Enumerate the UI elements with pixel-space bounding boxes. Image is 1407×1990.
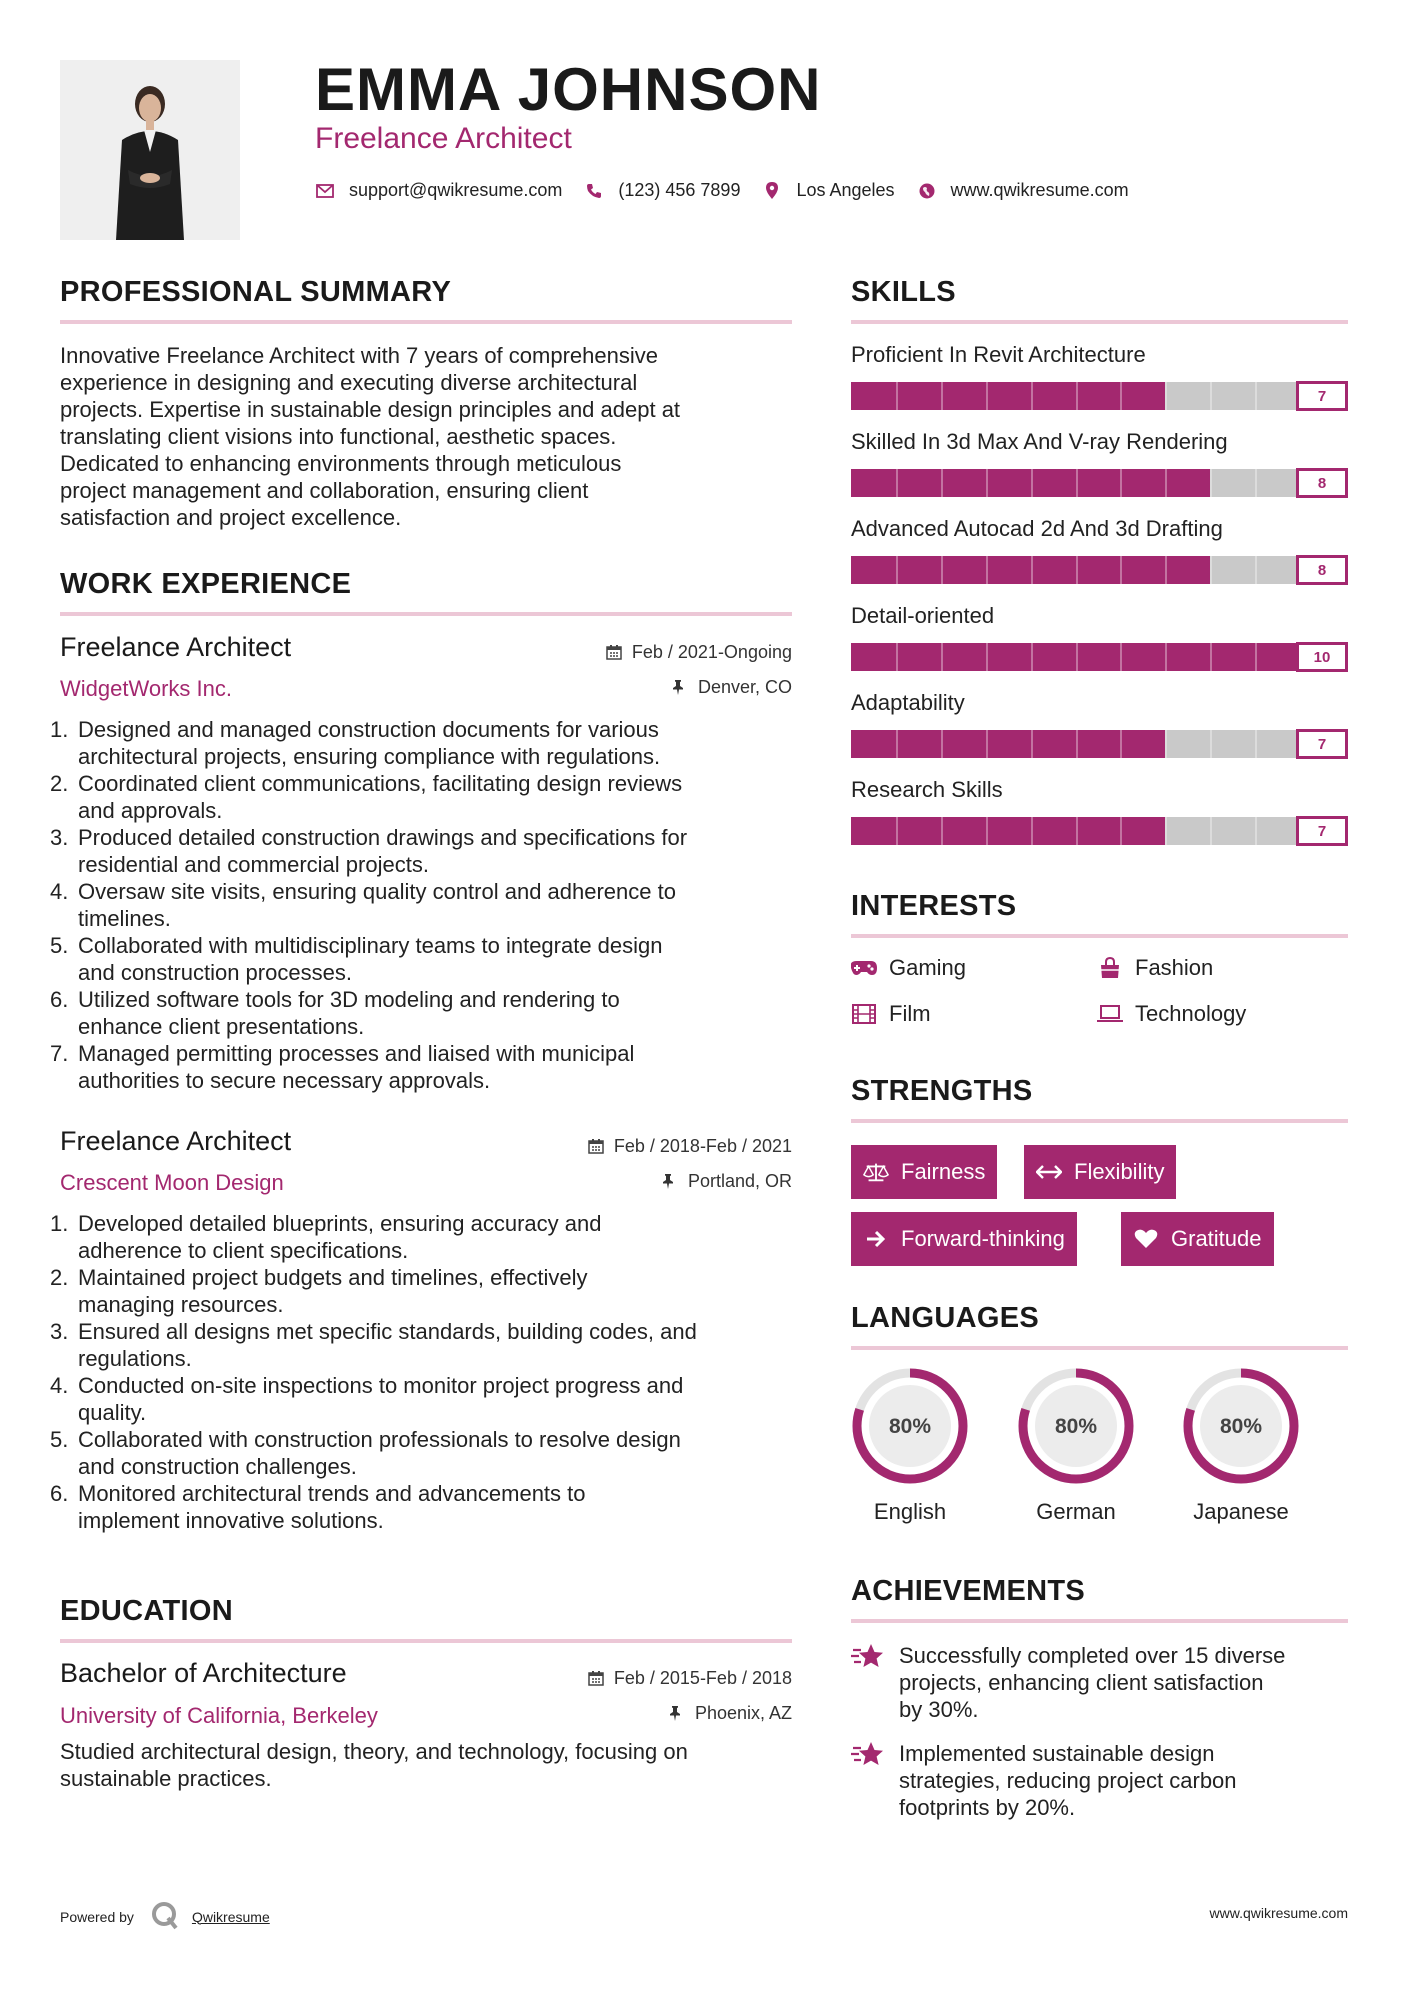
duty-item: 4. Conducted on-site inspections to monitor project progress and quality.: [50, 1373, 684, 1425]
education-description: [60, 1738, 800, 1792]
interest-label: Film: [889, 1001, 931, 1026]
language-percent: 80%: [888, 1415, 932, 1438]
interest-film: [851, 1001, 931, 1027]
skill-bar-segment: [986, 643, 988, 671]
skill-bar-segment: [1031, 382, 1033, 410]
languages-rule: [851, 1346, 1348, 1350]
skill-bar-segment: [1031, 556, 1033, 584]
skill-bar-segment: [1031, 469, 1033, 497]
contact-row: [315, 180, 1151, 201]
skill-bar-segment: [941, 643, 943, 671]
summary-line: experience in designing and executing diverse architectural: [60, 370, 638, 395]
interests-heading: INTERESTS: [851, 890, 1017, 922]
summary-rule: [60, 320, 792, 324]
skill-label: Detail-oriented: [851, 603, 995, 628]
achievements-heading: ACHIEVEMENTS: [851, 1575, 1086, 1607]
interest-gaming: [851, 955, 966, 981]
job-location: [480, 1171, 792, 1192]
interest-label: Gaming: [889, 955, 967, 980]
skill-bar-segment: [986, 730, 988, 758]
skill-level-badge: 7: [1296, 381, 1348, 411]
skill-label: Adaptability: [851, 690, 965, 715]
skill-bar-segment: [1076, 817, 1078, 845]
experience-heading: WORK EXPERIENCE: [60, 568, 352, 600]
skill-bar: [851, 382, 1300, 410]
skill-bar-segment: [896, 382, 898, 410]
skill-bar-segment: [1120, 817, 1122, 845]
skill-bar-segment: [941, 469, 943, 497]
skill-bar-segment: [1255, 382, 1257, 410]
skill-bar: [851, 469, 1300, 497]
phone-icon: [584, 181, 604, 201]
strength-tag-forward-thinking: [851, 1212, 1077, 1266]
star-trophy-icon: [851, 1740, 887, 1772]
education-heading: EDUCATION: [60, 1595, 233, 1627]
phone-text: (123) 456 7899: [618, 180, 741, 200]
footer-powered-by: [60, 1900, 270, 1933]
language-name: Japanese: [1193, 1499, 1289, 1524]
duty-item: 1. Designed and managed construction documents for various architectural projects, ensuring compliance with regulations.: [50, 717, 661, 769]
duty-item: 4. Oversaw site visits, ensuring quality control and adherence to timelines.: [50, 879, 676, 931]
summary-line: satisfaction and project excellence.: [60, 505, 402, 530]
map-marker-icon: [762, 181, 782, 201]
skill-bar-fill: [851, 382, 1165, 410]
job-dates: [480, 1136, 792, 1157]
skill-bar: [851, 643, 1300, 671]
skill-bar-segment: [1120, 382, 1122, 410]
school-name: University of California, Berkeley: [60, 1703, 378, 1728]
job-dates: [480, 642, 792, 663]
languages-heading: LANGUAGES: [851, 1302, 1039, 1334]
education-rule: [60, 1639, 792, 1643]
summary-line: projects. Expertise in sustainable design principles and adept at: [60, 397, 681, 422]
film-icon: [851, 1003, 877, 1025]
strength-tag-gratitude: [1121, 1212, 1274, 1266]
skill-bar-segment: [1255, 730, 1257, 758]
language-name: German: [1036, 1499, 1116, 1524]
skill-bar-segment: [986, 382, 988, 410]
achievement-item: [851, 1642, 1285, 1723]
skill-label: Skilled In 3d Max And V-ray Rendering: [851, 429, 1228, 454]
skill-bar-segment: [1120, 643, 1122, 671]
skill-bar-segment: [941, 817, 943, 845]
interests-rule: [851, 934, 1348, 938]
job-location-text: Portland, OR: [687, 1171, 792, 1191]
skill-bar-segment: [1076, 469, 1078, 497]
duty-item: 7. Managed permitting processes and liaised with municipal authorities to secure necessary approvals.: [50, 1041, 635, 1093]
powered-by-text: Powered by: [60, 1908, 134, 1925]
profile-photo: [60, 60, 240, 240]
skill-bar-segment: [1031, 730, 1033, 758]
skill-bar-segment: [1210, 730, 1212, 758]
achievement-text: Successfully completed over 15 diverse projects, enhancing client satisfaction by 30%.: [899, 1643, 1286, 1722]
duty-item: 6. Utilized software tools for 3D modeling and rendering to enhance client presentations.: [50, 987, 620, 1039]
summary-line: Dedicated to enhancing environments through meticulous: [60, 451, 622, 476]
achievement-text: Implemented sustainable design strategies, reducing project carbon footprints by 20%.: [899, 1741, 1237, 1820]
strength-tag-flexibility: [1024, 1145, 1176, 1199]
job-dates-text: Feb / 2018-Feb / 2021: [613, 1136, 792, 1156]
interest-label: Technology: [1135, 1001, 1247, 1026]
strength-label: Gratitude: [1171, 1226, 1262, 1251]
language-ring: [1176, 1361, 1306, 1491]
strength-tag-fairness: [851, 1145, 997, 1199]
skill-bar-segment: [896, 556, 898, 584]
skill-level-badge: 8: [1296, 468, 1348, 498]
website-text: www.qwikresume.com: [950, 180, 1129, 200]
summary-line: Innovative Freelance Architect with 7 years of comprehensive: [60, 343, 658, 368]
language-percent: 80%: [1219, 1415, 1263, 1438]
job-dates-text: Feb / 2021-Ongoing: [631, 642, 792, 662]
skill-label: Research Skills: [851, 777, 1003, 802]
location-text: Los Angeles: [796, 180, 895, 200]
skill-bar-segment: [941, 382, 943, 410]
skill-bar: [851, 730, 1300, 758]
skill-bar-segment: [986, 556, 988, 584]
skill-bar-fill: [851, 817, 1165, 845]
contact-website[interactable]: [917, 180, 1129, 201]
language-ring: [845, 1361, 975, 1491]
job-duties: [50, 1210, 800, 1534]
duty-item: 2. Coordinated client communications, facilitating design reviews and approvals.: [50, 771, 683, 823]
skill-bar-segment: [1165, 643, 1167, 671]
skill-bar-segment: [1210, 643, 1212, 671]
education-location: [480, 1703, 792, 1724]
strength-label: Fairness: [901, 1159, 986, 1184]
skill-bar-segment: [986, 817, 988, 845]
skill-bar-segment: [1165, 469, 1167, 497]
skill-bar-segment: [1031, 817, 1033, 845]
education-line: sustainable practices.: [60, 1766, 272, 1791]
education-location-text: Phoenix, AZ: [694, 1703, 792, 1723]
job-title: Freelance Architect: [60, 632, 292, 662]
duty-item: 1. Developed detailed blueprints, ensuring accuracy and adherence to client specifications.: [50, 1211, 602, 1263]
strengths-heading: STRENGTHS: [851, 1075, 1033, 1107]
contact-location: [762, 180, 894, 201]
skill-bar-segment: [896, 730, 898, 758]
skill-bar-segment: [986, 469, 988, 497]
arrow-right-icon: [863, 1228, 889, 1250]
skill-bar-segment: [1255, 556, 1257, 584]
pushpin-icon: [672, 679, 690, 697]
skill-bar-fill: [851, 730, 1165, 758]
qwikresume-link[interactable]: Qwikresume: [191, 1908, 270, 1925]
duty-item: 3. Produced detailed construction drawings and specifications for residential and commercial projects.: [50, 825, 688, 877]
skill-bar-segment: [1255, 469, 1257, 497]
skill-bar-segment: [1210, 469, 1212, 497]
skill-bar-segment: [1120, 469, 1122, 497]
skill-bar: [851, 556, 1300, 584]
job-location: [480, 677, 792, 698]
education-line: Studied architectural design, theory, and technology, focusing on: [60, 1739, 688, 1764]
skill-bar-segment: [1165, 556, 1167, 584]
calendar-icon: [588, 1138, 606, 1156]
job-company: Crescent Moon Design: [60, 1170, 284, 1195]
skill-bar-segment: [1120, 730, 1122, 758]
heart-icon: [1133, 1228, 1159, 1250]
contact-email[interactable]: [315, 180, 562, 201]
shopping-bag-icon: [1097, 957, 1123, 979]
skill-bar-segment: [1165, 817, 1167, 845]
strength-label: Flexibility: [1074, 1159, 1165, 1184]
skill-bar-segment: [941, 730, 943, 758]
strengths-rule: [851, 1119, 1348, 1123]
calendar-icon: [606, 644, 624, 662]
skill-bar-segment: [1210, 382, 1212, 410]
star-trophy-icon: [851, 1642, 887, 1674]
pushpin-icon: [669, 1705, 687, 1723]
language-name: English: [873, 1499, 947, 1524]
skill-level-badge: 8: [1296, 555, 1348, 585]
education-dates-text: Feb / 2015-Feb / 2018: [613, 1668, 792, 1688]
duty-item: 2. Maintained project budgets and timelines, effectively managing resources.: [50, 1265, 588, 1317]
job-location-text: Denver, CO: [697, 677, 792, 697]
degree-title: Bachelor of Architecture: [60, 1658, 347, 1688]
achievements-rule: [851, 1619, 1348, 1623]
candidate-title: Freelance Architect: [315, 122, 572, 155]
skill-bar-segment: [1255, 817, 1257, 845]
skill-bar-segment: [1076, 643, 1078, 671]
skill-bar-segment: [1255, 643, 1257, 671]
laptop-icon: [1097, 1003, 1123, 1025]
achievement-item: [851, 1740, 1237, 1821]
pushpin-icon: [662, 1173, 680, 1191]
summary-heading: PROFESSIONAL SUMMARY: [60, 276, 452, 308]
duty-item: 5. Collaborated with multidisciplinary teams to integrate design and construction processes.: [50, 933, 663, 985]
skills-heading: SKILLS: [851, 276, 956, 308]
skill-bar: [851, 817, 1300, 845]
duty-item: 3. Ensured all designs met specific standards, building codes, and regulations.: [50, 1319, 697, 1371]
contact-phone[interactable]: [584, 180, 740, 201]
skill-level-badge: 10: [1296, 642, 1348, 672]
job-title: Freelance Architect: [60, 1126, 292, 1156]
interest-technology: [1097, 1001, 1246, 1027]
skill-bar-segment: [1165, 382, 1167, 410]
skills-rule: [851, 320, 1348, 324]
skill-bar-segment: [896, 643, 898, 671]
footer-website[interactable]: www.qwikresume.com: [1209, 1905, 1348, 1921]
balance-scale-icon: [863, 1161, 889, 1183]
summary-line: translating client visions into functional, aesthetic spaces.: [60, 424, 617, 449]
gamepad-icon: [851, 957, 877, 979]
interest-fashion: [1097, 955, 1213, 981]
strength-label: Forward-thinking: [901, 1226, 1065, 1251]
language-ring: [1011, 1361, 1141, 1491]
job-company: WidgetWorks Inc.: [60, 676, 232, 701]
duty-item: 5. Collaborated with construction professionals to resolve design and construction challenges.: [50, 1427, 681, 1479]
arrows-horizontal-icon: [1036, 1161, 1062, 1183]
skill-bar-segment: [1076, 730, 1078, 758]
skill-label: Advanced Autocad 2d And 3d Drafting: [851, 516, 1223, 541]
skill-label: Proficient In Revit Architecture: [851, 342, 1146, 367]
skill-bar-segment: [896, 817, 898, 845]
skill-bar-segment: [1031, 643, 1033, 671]
summary-line: project management and collaboration, ensuring client: [60, 478, 589, 503]
skill-bar-segment: [1210, 556, 1212, 584]
qwikresume-logo-icon: [150, 1900, 180, 1933]
skill-level-badge: 7: [1296, 729, 1348, 759]
email-text: support@qwikresume.com: [349, 180, 563, 200]
skill-bar-segment: [1076, 382, 1078, 410]
interest-label: Fashion: [1135, 955, 1214, 980]
skill-bar-segment: [896, 469, 898, 497]
experience-rule: [60, 612, 792, 616]
skill-bar-segment: [1210, 817, 1212, 845]
summary-text: [60, 342, 800, 531]
candidate-name: EMMA JOHNSON: [315, 56, 822, 123]
job-duties: [50, 716, 800, 1094]
language-percent: 80%: [1054, 1415, 1098, 1438]
skill-bar-segment: [1120, 556, 1122, 584]
skill-bar-segment: [1076, 556, 1078, 584]
globe-icon: [917, 181, 937, 201]
skill-level-badge: 7: [1296, 816, 1348, 846]
skill-bar-segment: [1165, 730, 1167, 758]
education-dates: [480, 1668, 792, 1689]
skill-bar-segment: [941, 556, 943, 584]
calendar-icon: [588, 1670, 606, 1688]
duty-item: 6. Monitored architectural trends and advancements to implement innovative solutions.: [50, 1481, 586, 1533]
envelope-icon: [315, 181, 335, 201]
